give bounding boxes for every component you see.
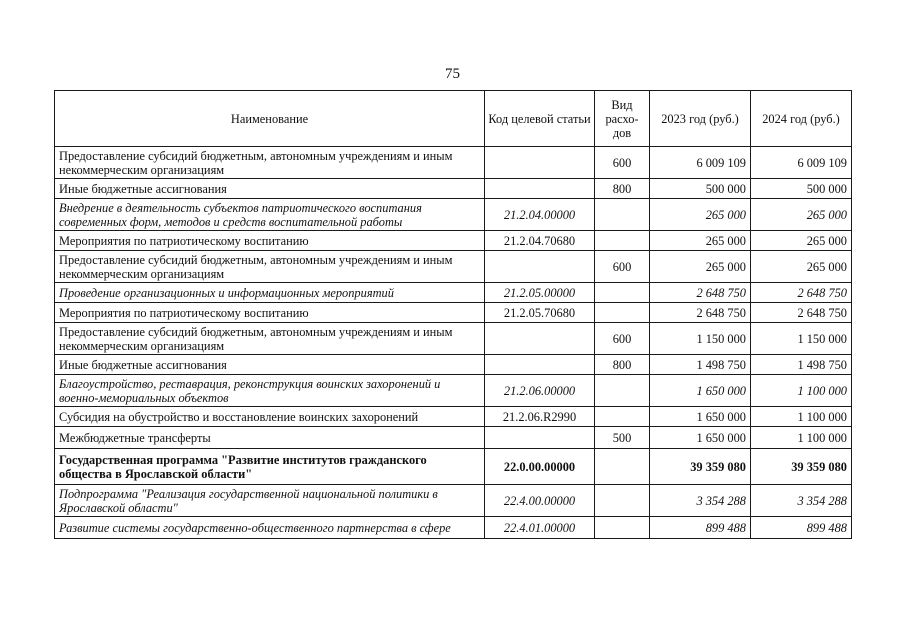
table-body bbox=[55, 147, 852, 539]
table-row bbox=[55, 147, 852, 179]
row-code-cell: 22.4.00.00000 bbox=[485, 485, 595, 517]
row-amount-2023-cell: 39 359 080 bbox=[650, 449, 751, 485]
row-amount-2024-cell: 6 009 109 bbox=[751, 147, 852, 179]
row-amount-2023-cell: 500 000 bbox=[650, 179, 751, 199]
row-amount-2024-cell: 265 000 bbox=[751, 231, 852, 251]
budget-table bbox=[54, 90, 852, 539]
table-row bbox=[55, 179, 852, 199]
row-code-cell bbox=[485, 323, 595, 355]
row-name-cell: Иные бюджетные ассигнования bbox=[55, 179, 485, 199]
row-name-cell: Субсидия на обустройство и восстановление воинских захоронений bbox=[55, 407, 485, 427]
row-amount-2024-cell: 265 000 bbox=[751, 251, 852, 283]
table-row bbox=[55, 303, 852, 323]
row-expense-type-cell: 800 bbox=[595, 355, 650, 375]
row-code-cell bbox=[485, 251, 595, 283]
page-number: 75 bbox=[445, 66, 460, 82]
table-row bbox=[55, 251, 852, 283]
row-amount-2023-cell: 1 498 750 bbox=[650, 355, 751, 375]
row-expense-type-cell: 600 bbox=[595, 323, 650, 355]
row-amount-2024-cell: 3 354 288 bbox=[751, 485, 852, 517]
row-expense-type-cell bbox=[595, 283, 650, 303]
row-amount-2023-cell: 899 488 bbox=[650, 517, 751, 539]
row-code-cell: 21.2.06.R2990 bbox=[485, 407, 595, 427]
row-expense-type-cell bbox=[595, 199, 650, 231]
row-amount-2024-cell: 1 498 750 bbox=[751, 355, 852, 375]
row-expense-type-cell bbox=[595, 485, 650, 517]
row-amount-2023-cell: 3 354 288 bbox=[650, 485, 751, 517]
table-row bbox=[55, 517, 852, 539]
row-code-cell bbox=[485, 179, 595, 199]
row-amount-2024-cell: 2 648 750 bbox=[751, 283, 852, 303]
row-amount-2024-cell: 899 488 bbox=[751, 517, 852, 539]
row-expense-type-cell: 500 bbox=[595, 427, 650, 449]
row-amount-2023-cell: 265 000 bbox=[650, 231, 751, 251]
row-name-cell: Иные бюджетные ассигнования bbox=[55, 355, 485, 375]
table-row bbox=[55, 449, 852, 485]
row-code-cell bbox=[485, 355, 595, 375]
row-name-cell: Мероприятия по патриотическому воспитанию bbox=[55, 303, 485, 323]
row-code-cell bbox=[485, 427, 595, 449]
row-code-cell: 22.4.01.00000 bbox=[485, 517, 595, 539]
row-expense-type-cell bbox=[595, 407, 650, 427]
row-name-cell: Предоставление субсидий бюджетным, автономным учреждениям и иным некоммерческим организациям bbox=[55, 147, 485, 179]
row-name-cell: Подпрограмма "Реализация государственной национальной политики в Ярославской области" bbox=[55, 485, 485, 517]
row-amount-2023-cell: 1 650 000 bbox=[650, 427, 751, 449]
table-row bbox=[55, 407, 852, 427]
row-amount-2024-cell: 2 648 750 bbox=[751, 303, 852, 323]
row-amount-2023-cell: 1 650 000 bbox=[650, 375, 751, 407]
row-expense-type-cell: 600 bbox=[595, 251, 650, 283]
row-name-cell: Внедрение в деятельность субъектов патриотического воспитания современных форм, методов и средств воспитательной работы bbox=[55, 199, 485, 231]
row-amount-2023-cell: 1 150 000 bbox=[650, 323, 751, 355]
row-expense-type-cell bbox=[595, 449, 650, 485]
row-expense-type-cell: 600 bbox=[595, 147, 650, 179]
row-amount-2023-cell: 265 000 bbox=[650, 251, 751, 283]
row-expense-type-cell: 800 bbox=[595, 179, 650, 199]
row-name-cell: Проведение организационных и информационных мероприятий bbox=[55, 283, 485, 303]
table-row bbox=[55, 375, 852, 407]
row-expense-type-cell bbox=[595, 231, 650, 251]
row-expense-type-cell bbox=[595, 375, 650, 407]
row-amount-2023-cell: 6 009 109 bbox=[650, 147, 751, 179]
row-name-cell: Мероприятия по патриотическому воспитанию bbox=[55, 231, 485, 251]
row-amount-2023-cell: 265 000 bbox=[650, 199, 751, 231]
row-code-cell: 21.2.06.00000 bbox=[485, 375, 595, 407]
row-code-cell: 21.2.04.70680 bbox=[485, 231, 595, 251]
row-code-cell: 21.2.05.70680 bbox=[485, 303, 595, 323]
row-expense-type-cell bbox=[595, 303, 650, 323]
row-amount-2024-cell: 500 000 bbox=[751, 179, 852, 199]
row-amount-2024-cell: 1 150 000 bbox=[751, 323, 852, 355]
row-amount-2023-cell: 1 650 000 bbox=[650, 407, 751, 427]
table-row bbox=[55, 485, 852, 517]
row-name-cell: Развитие системы государственно-общественного партнерства в сфере bbox=[55, 517, 485, 539]
header-year-2024: 2024 год (руб.) bbox=[751, 91, 852, 147]
table-row bbox=[55, 199, 852, 231]
row-amount-2024-cell: 265 000 bbox=[751, 199, 852, 231]
row-amount-2024-cell: 1 100 000 bbox=[751, 407, 852, 427]
row-name-cell: Благоустройство, реставрация, реконструкция воинских захоронений и военно-мемориальных объектов bbox=[55, 375, 485, 407]
row-name-cell: Государственная программа "Развитие институтов гражданского общества в Ярославской области" bbox=[55, 449, 485, 485]
row-amount-2023-cell: 2 648 750 bbox=[650, 303, 751, 323]
table-row bbox=[55, 355, 852, 375]
table-row bbox=[55, 283, 852, 303]
row-code-cell: 22.0.00.00000 bbox=[485, 449, 595, 485]
row-amount-2024-cell: 1 100 000 bbox=[751, 375, 852, 407]
row-code-cell: 21.2.04.00000 bbox=[485, 199, 595, 231]
table-row bbox=[55, 427, 852, 449]
header-code: Код целевой статьи bbox=[485, 91, 595, 147]
row-expense-type-cell bbox=[595, 517, 650, 539]
row-name-cell: Предоставление субсидий бюджетным, автономным учреждениям и иным некоммерческим организациям bbox=[55, 251, 485, 283]
row-code-cell: 21.2.05.00000 bbox=[485, 283, 595, 303]
header-expense-type: Вид расхо-дов bbox=[595, 91, 650, 147]
header-name: Наименование bbox=[55, 91, 485, 147]
table-row bbox=[55, 231, 852, 251]
header-year-2023: 2023 год (руб.) bbox=[650, 91, 751, 147]
row-name-cell: Межбюджетные трансферты bbox=[55, 427, 485, 449]
table-row bbox=[55, 323, 852, 355]
row-name-cell: Предоставление субсидий бюджетным, автономным учреждениям и иным некоммерческим организациям bbox=[55, 323, 485, 355]
row-code-cell bbox=[485, 147, 595, 179]
row-amount-2024-cell: 39 359 080 bbox=[751, 449, 852, 485]
row-amount-2023-cell: 2 648 750 bbox=[650, 283, 751, 303]
row-amount-2024-cell: 1 100 000 bbox=[751, 427, 852, 449]
table-header-row bbox=[55, 91, 852, 147]
